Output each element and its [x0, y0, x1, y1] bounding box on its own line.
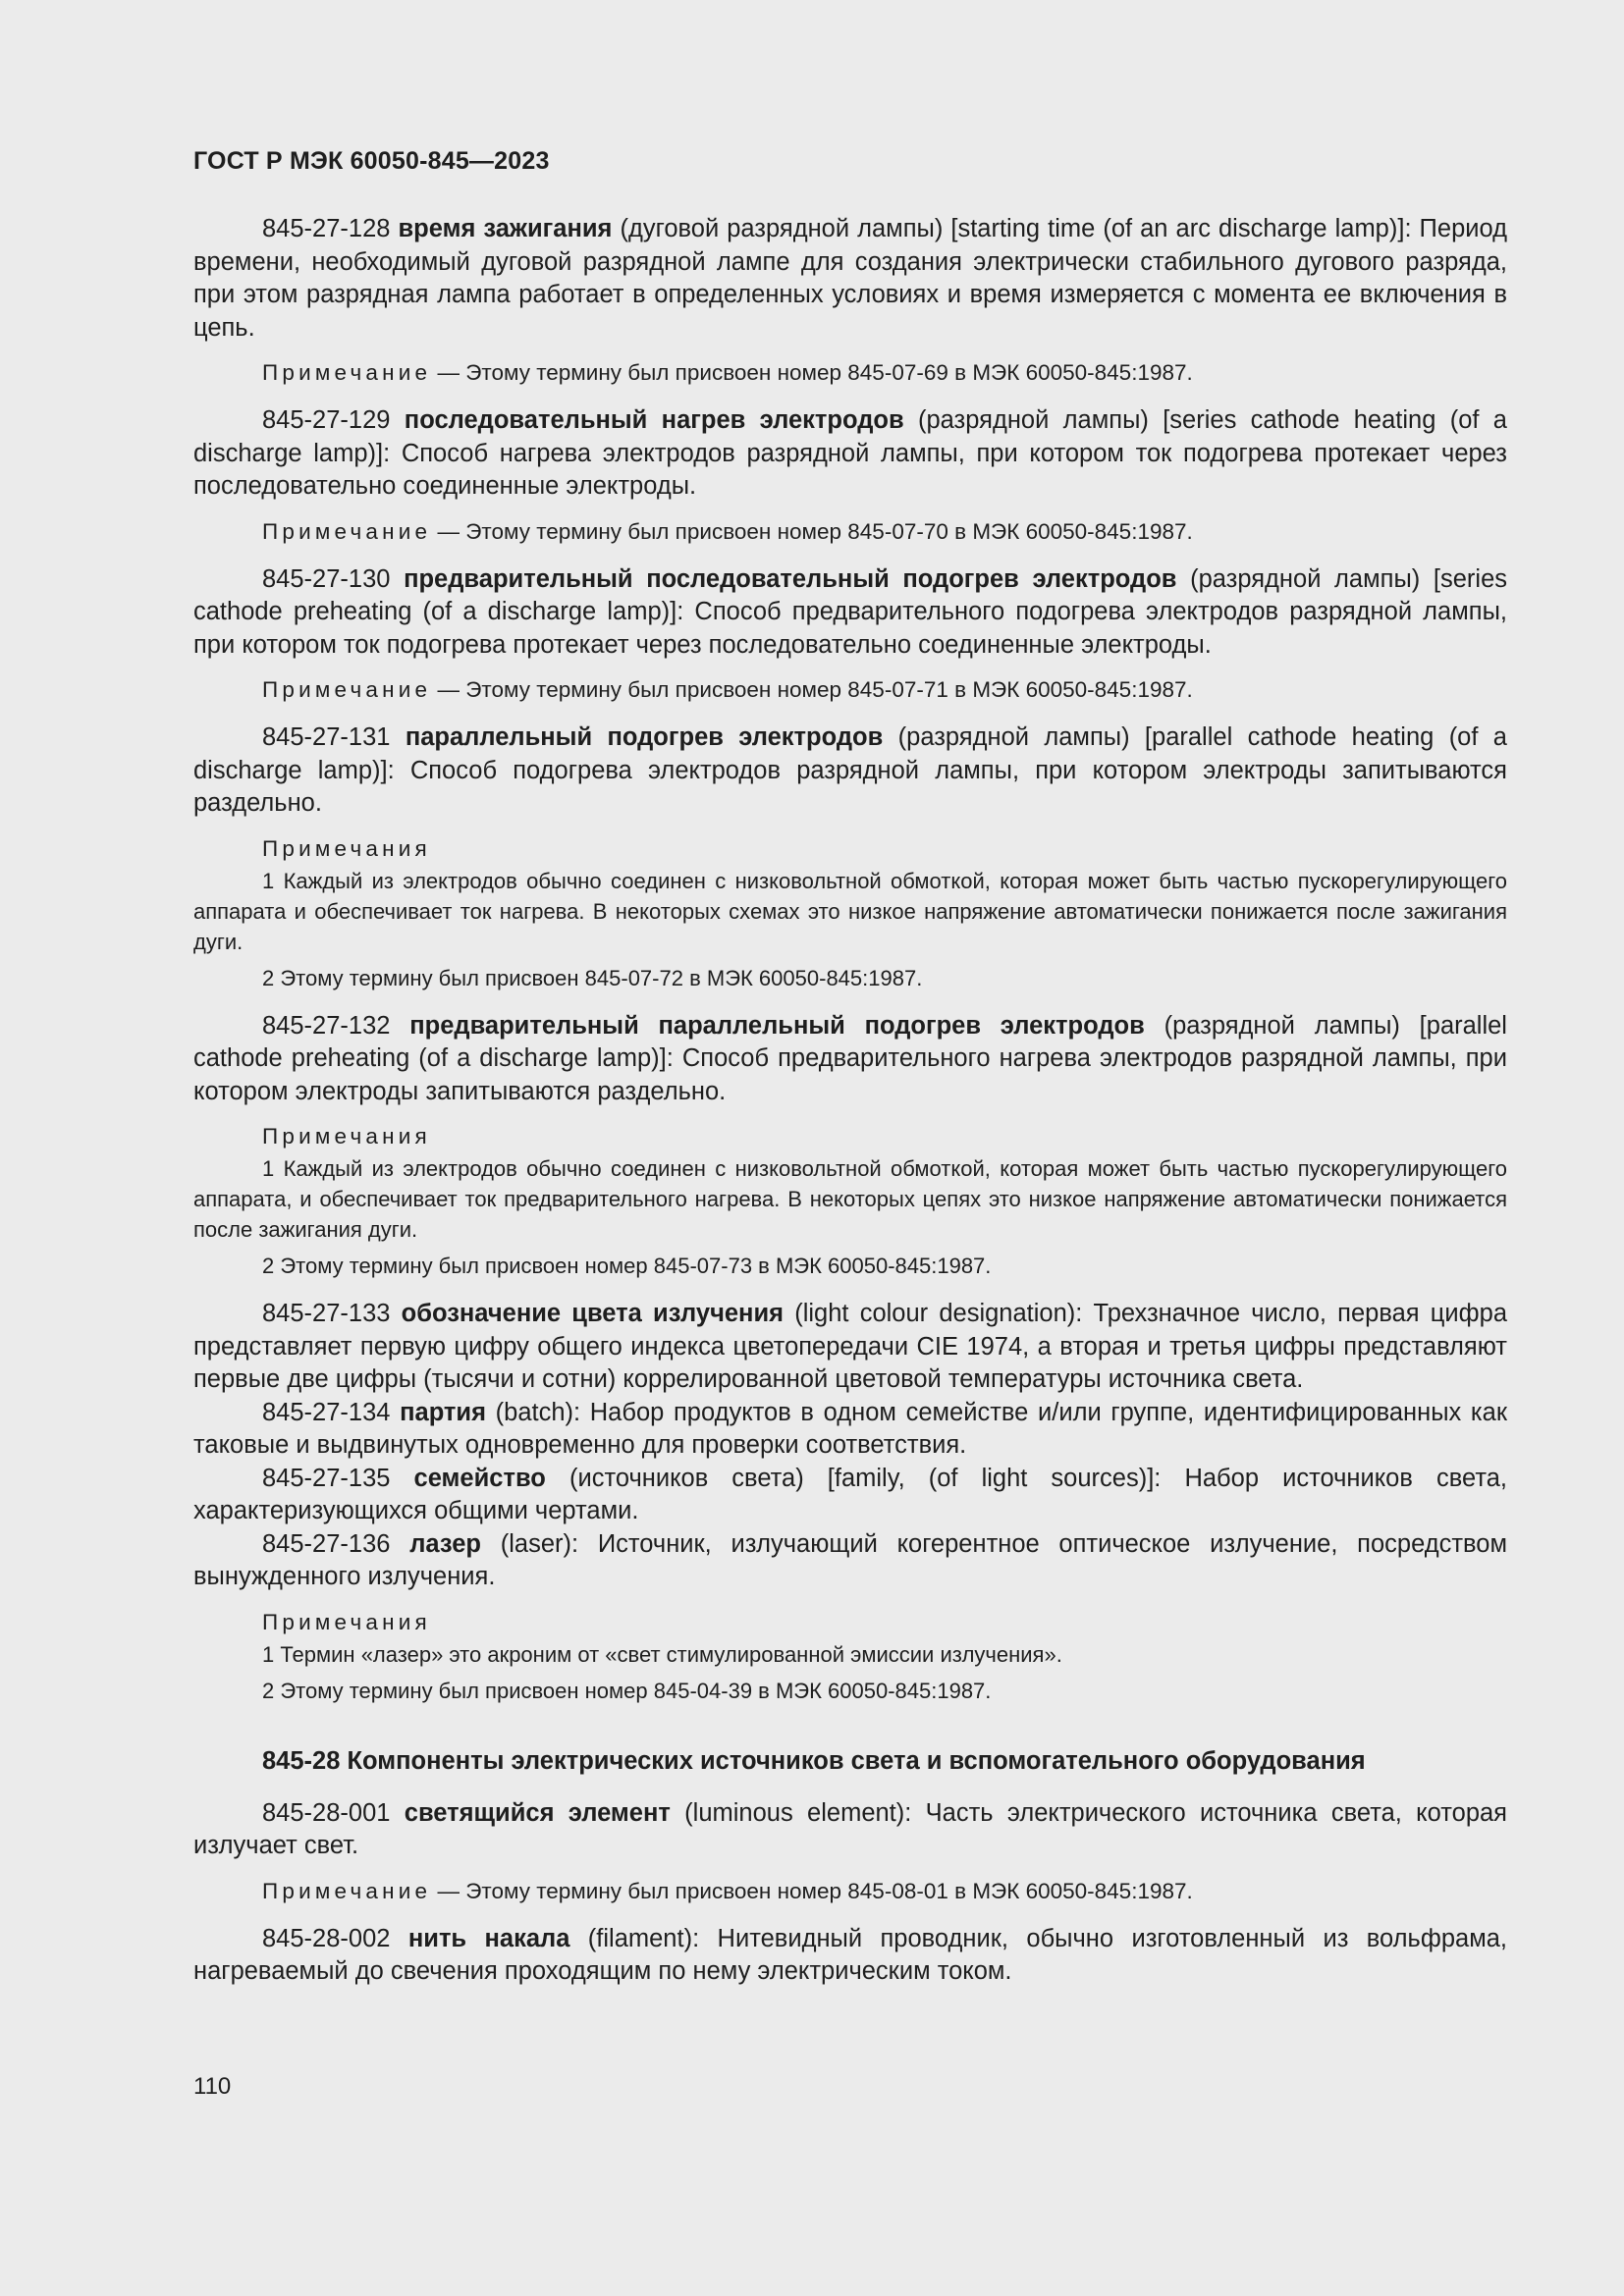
- note-item: 2 Этому термину был присвоен 845-07-72 в МЭК 60050-845:1987.: [262, 965, 923, 990]
- term-code: 845-28-001: [262, 1798, 391, 1827]
- term-definition: (filament): Нитевидный проводник, обычно изготовленный из вольфрама, нагреваемый до свечения проходящим по нему электрическим током.: [193, 1924, 1507, 1985]
- term-entry-845-27-130: [193, 563, 1507, 663]
- term-entry-845-27-131: [193, 721, 1507, 821]
- term-code: 845-27-135: [262, 1464, 391, 1492]
- term-code: 845-27-134: [262, 1398, 391, 1426]
- term-entry-845-27-133: [193, 1298, 1507, 1397]
- term-name: нить накала: [407, 1924, 570, 1952]
- term-definition: (luminous element): Часть электрического источника света, которая излучает свет.: [193, 1798, 1507, 1859]
- term-entry-845-27-135: [193, 1463, 1507, 1528]
- note: [193, 517, 1507, 547]
- term-definition: (дуговой разрядной лампы) [starting time (of an arc discharge lamp)]: Период времени, необходимый дуговой разрядной лампе для создания электрически стабильного дугового разряда, при этом разрядная лампа работает в определенных условиях и время измеряется с момента ее включения в цепь.: [193, 215, 1507, 342]
- note-label: Примечание: [262, 677, 432, 702]
- term-code: 845-27-136: [262, 1529, 391, 1558]
- note-label: Примечание: [262, 360, 432, 385]
- term-definition: (разрядной лампы) [series cathode preheating (of a discharge lamp)]: Способ предварительного подогрева электродов разрядной лампы, при котором ток подогрева протекает через последовательно соединенные электроды.: [193, 564, 1507, 659]
- note-text: — Этому термину был присвоен номер 845-08-01 в МЭК 60050-845:1987.: [431, 1878, 1193, 1903]
- note-item: 2 Этому термину был присвоен номер 845-04-39 в МЭК 60050-845:1987.: [262, 1678, 992, 1703]
- note-item: 1 Каждый из электродов обычно соединен с низковольтной обмоткой, которая может быть частью пускорегулирующего аппарата и обеспечивает ток нагрева. В некоторых схемах это низкое напряжение автоматически понижается после зажигания дуги.: [193, 868, 1507, 954]
- term-definition: (разрядной лампы) [parallel cathode heating (of a discharge lamp)]: Способ подогрева электродов разрядной лампы, при котором электроды запитываются раздельно.: [193, 723, 1507, 817]
- term-definition: (источников света) [family, (of light sources)]: Набор источников света, характеризующихся общими чертами.: [193, 1464, 1507, 1524]
- term-name: светящийся элемент: [404, 1798, 671, 1827]
- notes-label: Примечания: [262, 835, 431, 861]
- notes-label: Примечания: [262, 1124, 431, 1148]
- note-label: Примечание: [262, 1878, 432, 1903]
- term-name: время зажигания: [398, 215, 613, 242]
- page-number: 110: [193, 2073, 232, 2100]
- document-page: [193, 147, 1507, 1989]
- note-item: 1 Термин «лазер» это акроним от «свет стимулированной эмиссии излучения».: [262, 1641, 1062, 1667]
- term-name: предварительный параллельный подогрев электродов: [409, 1011, 1145, 1040]
- term-entry-845-27-132: [193, 1010, 1507, 1109]
- term-name: партия: [400, 1398, 486, 1426]
- document-header: ГОСТ Р МЭК 60050-845—2023: [193, 147, 550, 175]
- term-code: 845-27-129: [262, 406, 391, 434]
- section-heading: 845-28 Компоненты электрических источников света и вспомогательного оборудования: [262, 1746, 1366, 1775]
- note: [193, 675, 1507, 705]
- term-entry-845-28-002: [193, 1923, 1507, 1989]
- note-text: — Этому термину был присвоен номер 845-07-69 в МЭК 60050-845:1987.: [431, 360, 1193, 385]
- note-label: Примечание: [262, 518, 432, 544]
- note: [193, 1877, 1507, 1906]
- term-code: 845-28-002: [262, 1924, 391, 1952]
- term-definition: (разрядной лампы) [parallel cathode preheating (of a discharge lamp)]: Способ предварительного нагрева электродов разрядной лампы, при котором электроды запитываются раздельно.: [193, 1011, 1507, 1105]
- term-entry-845-27-136: [193, 1528, 1507, 1594]
- note-text: — Этому термину был присвоен номер 845-07-70 в МЭК 60050-845:1987.: [431, 518, 1193, 544]
- term-code: 845-27-130: [262, 564, 391, 593]
- term-definition: (laser): Источник, излучающий когерентное оптическое излучение, посредством вынужденного излучения.: [193, 1529, 1508, 1590]
- note: [193, 358, 1507, 388]
- term-name: обозначение цвета излучения: [401, 1300, 785, 1327]
- term-definition: (batch): Набор продуктов в одном семействе и/или группе, идентифицированных как таковые и выдвинутых одновременно для проверки соответствия.: [193, 1398, 1507, 1459]
- term-name: лазер: [409, 1529, 481, 1558]
- term-name: предварительный последовательный подогрев электродов: [404, 564, 1177, 593]
- term-definition: (light colour designation): Трехзначное число, первая цифра представляет первую цифру общего индекса цветопередачи CIE 1974, а вторая и третья цифры представляют первые две цифры (тысячи и сотни) коррелированной цветовой температуры источника света.: [193, 1300, 1507, 1393]
- term-code: 845-27-133: [262, 1300, 391, 1327]
- note-item: 1 Каждый из электродов обычно соединен с низковольтной обмоткой, которая может быть частью пускорегулирующего аппарата, и обеспечивает ток предварительного нагрева. В некоторых цепях это низкое напряжение автоматически понижается после зажигания дуги.: [193, 1156, 1507, 1242]
- term-code: 845-27-131: [262, 723, 391, 751]
- term-entry-845-27-129: [193, 404, 1507, 504]
- note-item: 2 Этому термину был присвоен номер 845-07-73 в МЭК 60050-845:1987.: [262, 1254, 992, 1278]
- term-name: последовательный нагрев электродов: [404, 406, 904, 434]
- term-code: 845-27-132: [262, 1011, 391, 1040]
- note-text: — Этому термину был присвоен номер 845-07-71 в МЭК 60050-845:1987.: [431, 677, 1193, 702]
- term-definition: (разрядной лампы) [series cathode heating (of a discharge lamp)]: Способ нагрева электродов разрядной лампы, при котором ток подогрева протекает через последовательно соединенные электроды.: [193, 406, 1507, 500]
- term-name: семейство: [413, 1464, 546, 1492]
- term-entry-845-28-001: [193, 1797, 1507, 1863]
- term-name: параллельный подогрев электродов: [405, 723, 884, 751]
- term-code: 845-27-128: [262, 215, 391, 242]
- term-entry-845-27-134: [193, 1397, 1507, 1463]
- term-entry-845-27-128: [193, 213, 1507, 345]
- notes-label: Примечания: [262, 1609, 431, 1634]
